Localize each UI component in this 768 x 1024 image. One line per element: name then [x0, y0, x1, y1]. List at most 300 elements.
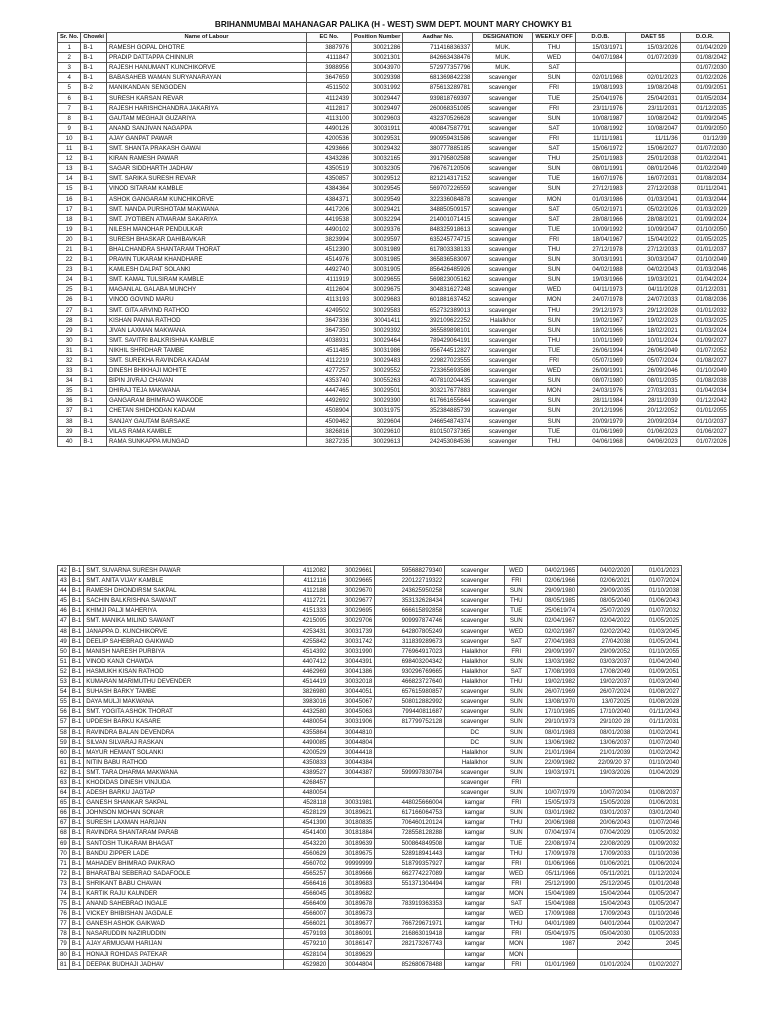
- table-row: [58, 426, 730, 436]
- cell-chowki: B-1: [69, 889, 83, 899]
- cell-dor: 01/03/2044: [680, 194, 729, 204]
- cell-labour-name: SMT. SUVARNA SURESH PAWAR: [84, 566, 284, 576]
- cell-position-number: 30045067: [329, 697, 375, 707]
- cell-date-55: 05/02/2026: [625, 204, 680, 214]
- cell-position-number: 30044804: [329, 959, 375, 969]
- cell-dor: 01/07/2024: [633, 576, 682, 586]
- cell-weekly-off: MON: [505, 889, 528, 899]
- cell-ec-no: 4514976: [307, 255, 352, 265]
- cell-designation: scavenger: [473, 204, 533, 214]
- cell-sr-no: 18: [58, 214, 81, 224]
- cell-labour-name: SMT. YOGITA ASHOK THORAT: [84, 707, 284, 717]
- table-row: [58, 386, 730, 396]
- table-row: [58, 848, 682, 858]
- cell-aadhar-no: 353132628434: [375, 596, 445, 606]
- table-row: [58, 929, 682, 939]
- cell-date-55: 01/06/2021: [578, 858, 633, 868]
- table-row: [58, 576, 682, 586]
- cell-ec-no: 4566045: [284, 889, 329, 899]
- cell-aadhar-no: 242453084536: [403, 436, 473, 446]
- cell-sr-no: 52: [58, 666, 70, 676]
- cell-dob: 10/08/1992: [575, 123, 625, 133]
- cell-labour-name: BHALCHANDRA SHANTARAM THORAT: [107, 244, 307, 254]
- cell-date-55: 26/06/2049: [625, 345, 680, 355]
- cell-ec-no: 4112604: [307, 285, 352, 295]
- cell-aadhar-no: 842663438476: [403, 53, 473, 63]
- cell-dor: 01/12/2031: [680, 285, 729, 295]
- cell-aadhar-no: 365836583097: [403, 255, 473, 265]
- cell-date-55: 29/12/2028: [625, 305, 680, 315]
- cell-aadhar-no: 635245774715: [403, 234, 473, 244]
- table-row: [58, 959, 682, 969]
- cell-chowki: B-1: [69, 626, 83, 636]
- cell-position-number: 30029610: [352, 426, 403, 436]
- cell-sr-no: 38: [58, 416, 81, 426]
- cell-weekly-off: SAT: [505, 666, 528, 676]
- cell-ec-no: 4384364: [307, 184, 352, 194]
- cell-labour-name: KHIMJI PALJI MAHERIYA: [84, 606, 284, 616]
- cell-position-number: 30045063: [329, 707, 375, 717]
- table-row: [58, 356, 730, 366]
- cell-aadhar-no: 380777885185: [403, 144, 473, 154]
- cell-sr-no: 21: [58, 244, 81, 254]
- cell-chowki: B-1: [81, 174, 107, 184]
- cell-dob: 01/03/1986: [575, 194, 625, 204]
- cell-date-55: 19/02/2037: [578, 677, 633, 687]
- table-row: [58, 818, 682, 828]
- cell-date-55: 20/09/2034: [625, 416, 680, 426]
- cell-ec-no: 4417206: [307, 204, 352, 214]
- cell-date-55: 10/01/2024: [625, 335, 680, 345]
- cell-aadhar-no: [375, 889, 445, 899]
- cell-dor: 01/08/2027: [680, 356, 729, 366]
- cell-aadhar-no: 601881637452: [403, 295, 473, 305]
- cell-designation: scavenger: [473, 325, 533, 335]
- cell-date-55: 26/07/2024: [578, 687, 633, 697]
- cell-weekly-off: THU: [505, 818, 528, 828]
- cell-aadhar-no: 448025666004: [375, 798, 445, 808]
- cell-dor: 01/09/2051: [680, 83, 729, 93]
- cell-aadhar-no: 617166064753: [375, 808, 445, 818]
- cell-weekly-off: SUN: [533, 265, 575, 275]
- cell-chowki: B-1: [81, 396, 107, 406]
- cell-labour-name: RAVINDRA BALAN DEVENDRA: [84, 727, 284, 737]
- cell-dob: 20/09/1979: [575, 416, 625, 426]
- cell-chowki: B-1: [81, 113, 107, 123]
- cell-aadhar-no: 572977357796: [403, 63, 473, 73]
- cell-weekly-off: SUN: [505, 757, 528, 767]
- cell-aadhar-no: 216863019418: [375, 929, 445, 939]
- cell-position-number: 30029597: [352, 234, 403, 244]
- cell-dob: 25/0619/74: [528, 606, 578, 616]
- cell-sr-no: 47: [58, 616, 70, 626]
- cell-sr-no: 64: [58, 788, 70, 798]
- cell-dor: 01/07/2046: [633, 818, 682, 828]
- cell-labour-name: GANGARAM BHIMRAO WAKODE: [107, 396, 307, 406]
- cell-sr-no: 22: [58, 255, 81, 265]
- cell-designation: Halalkhor: [445, 757, 505, 767]
- cell-dob: 10/07/1979: [528, 788, 578, 798]
- cell-aadhar-no: [375, 949, 445, 959]
- cell-chowki: B-1: [69, 798, 83, 808]
- cell-ec-no: 4579193: [284, 929, 329, 939]
- cell-position-number: 30044418: [329, 747, 375, 757]
- cell-aadhar-no: [375, 777, 445, 787]
- cell-position-number: 30031990: [329, 646, 375, 656]
- cell-sr-no: 11: [58, 144, 81, 154]
- cell-dob: 27/12/1978: [575, 244, 625, 254]
- cell-dob: 10/09/1992: [575, 224, 625, 234]
- cell-position-number: 30032294: [352, 214, 403, 224]
- cell-date-55: 02/04/2022: [578, 616, 633, 626]
- table-row: [58, 626, 682, 636]
- cell-aadhar-no: 304831627248: [403, 285, 473, 295]
- cell-labour-name: PRADIP DATTAPPA CHINNUR: [107, 53, 307, 63]
- cell-ec-no: 4528129: [284, 808, 329, 818]
- table-row: [58, 285, 730, 295]
- cell-sr-no: 70: [58, 848, 70, 858]
- cell-date-55: 08/01/2046: [625, 164, 680, 174]
- cell-date-55: 02/06/2021: [578, 576, 633, 586]
- cell-weekly-off: SAT: [533, 214, 575, 224]
- cell-aadhar-no: 657615980857: [375, 687, 445, 697]
- cell-date-55: 19/03/2021: [625, 275, 680, 285]
- cell-designation: kamgar: [445, 828, 505, 838]
- cell-dor: 01/08/2034: [680, 174, 729, 184]
- cell-ec-no: 4112721: [284, 596, 329, 606]
- cell-aadhar-no: 518799357927: [375, 858, 445, 868]
- cell-weekly-off: SUN: [533, 113, 575, 123]
- cell-designation: MUK.: [473, 43, 533, 53]
- cell-dor: 01/04/2024: [680, 275, 729, 285]
- cell-designation: scavenger: [473, 366, 533, 376]
- cell-weekly-off: SUN: [533, 73, 575, 83]
- cell-designation: kamgar: [445, 909, 505, 919]
- cell-weekly-off: THU: [533, 43, 575, 53]
- table-row: [58, 406, 730, 416]
- cell-dob: 10/08/1987: [575, 113, 625, 123]
- cell-sr-no: 7: [58, 103, 81, 113]
- cell-date-55: 20/12/2052: [625, 406, 680, 416]
- cell-chowki: B-1: [69, 717, 83, 727]
- cell-ec-no: 4480054: [284, 717, 329, 727]
- cell-weekly-off: SAT: [533, 123, 575, 133]
- table-row: [58, 436, 730, 446]
- cell-date-55: 27/12/2033: [625, 244, 680, 254]
- cell-weekly-off: TUE: [505, 838, 528, 848]
- cell-aadhar-no: [375, 788, 445, 798]
- cell-position-number: 30041411: [352, 315, 403, 325]
- header-dor: D.O.R.: [680, 33, 729, 43]
- cell-date-55: [578, 949, 633, 959]
- cell-ec-no: 4384371: [307, 194, 352, 204]
- cell-designation: scavenger: [445, 596, 505, 606]
- cell-dob: [528, 949, 578, 959]
- cell-labour-name: ANAND SAHEBRAO INGALE: [84, 899, 284, 909]
- cell-dob: 17/09/1978: [528, 848, 578, 858]
- cell-chowki: B-1: [69, 808, 83, 818]
- cell-position-number: 30029583: [352, 305, 403, 315]
- cell-sr-no: 19: [58, 224, 81, 234]
- cell-dob: 19/03/1971: [528, 767, 578, 777]
- cell-chowki: B-1: [69, 899, 83, 909]
- cell-designation: kamgar: [445, 939, 505, 949]
- cell-sr-no: 13: [58, 164, 81, 174]
- cell-designation: scavenger: [473, 345, 533, 355]
- cell-ec-no: 4528118: [284, 798, 329, 808]
- cell-labour-name: RAMESH GOPAL DHOTRE: [107, 43, 307, 53]
- cell-designation: kamgar: [445, 858, 505, 868]
- cell-dob: 26/07/1969: [528, 687, 578, 697]
- cell-position-number: 30031986: [352, 345, 403, 355]
- cell-position-number: 30029613: [352, 436, 403, 446]
- cell-dob: 27/04/1983: [528, 636, 578, 646]
- cell-ec-no: 4255842: [284, 636, 329, 646]
- cell-labour-name: AJAY ARMUGAM HARIJAN: [84, 939, 284, 949]
- cell-aadhar-no: 662774227089: [375, 868, 445, 878]
- cell-weekly-off: SAT: [533, 204, 575, 214]
- cell-date-55: 01/06/2023: [625, 426, 680, 436]
- cell-dor: 01/09/2045: [680, 113, 729, 123]
- cell-designation: scavenger: [473, 244, 533, 254]
- cell-sr-no: 32: [58, 356, 81, 366]
- cell-position-number: 30032018: [329, 677, 375, 687]
- cell-ec-no: 4389527: [284, 767, 329, 777]
- cell-date-55: 15/04/2043: [578, 899, 633, 909]
- cell-weekly-off: TUE: [533, 93, 575, 103]
- header-sr-no: Sr. No.: [58, 33, 81, 43]
- cell-labour-name: VILAS RAMA KAMBLE: [107, 426, 307, 436]
- cell-date-55: 01/01/2024: [578, 959, 633, 969]
- cell-position-number: 30041386: [329, 666, 375, 676]
- cell-position-number: 30029447: [352, 93, 403, 103]
- cell-weekly-off: FRI: [533, 356, 575, 366]
- cell-date-55: 29/09/2035: [578, 586, 633, 596]
- cell-chowki: B-1: [81, 244, 107, 254]
- cell-date-55: 22/08/2029: [578, 838, 633, 848]
- cell-ec-no: 3827235: [307, 436, 352, 446]
- header-row: [58, 33, 730, 43]
- cell-designation: MUK.: [473, 63, 533, 73]
- cell-ec-no: 4038931: [307, 335, 352, 345]
- cell-designation: scavenger: [445, 707, 505, 717]
- cell-labour-name: SMT. SHANTA PRAKASH GAWAI: [107, 144, 307, 154]
- cell-labour-name: MANIKANDAN SENGODEN: [107, 83, 307, 93]
- cell-position-number: 30189678: [329, 899, 375, 909]
- cell-weekly-off: SUN: [505, 616, 528, 626]
- cell-weekly-off: SAT: [533, 63, 575, 73]
- cell-dor: 01/10/2055: [633, 646, 682, 656]
- cell-sr-no: 36: [58, 396, 81, 406]
- cell-position-number: 30029675: [352, 285, 403, 295]
- cell-weekly-off: SUN: [505, 808, 528, 818]
- cell-chowki: B-1: [69, 586, 83, 596]
- cell-ec-no: 4492740: [307, 265, 352, 275]
- cell-aadhar-no: [375, 747, 445, 757]
- cell-sr-no: 46: [58, 606, 70, 616]
- cell-aadhar-no: 303217677883: [403, 386, 473, 396]
- cell-dob: 04/01/1989: [528, 919, 578, 929]
- cell-weekly-off: WED: [533, 53, 575, 63]
- cell-chowki: B-1: [81, 103, 107, 113]
- cell-designation: Halalkhor: [473, 315, 533, 325]
- cell-labour-name: DAYA MULJI MAKWANA: [84, 697, 284, 707]
- cell-sr-no: 74: [58, 889, 70, 899]
- cell-dob: 1987: [528, 939, 578, 949]
- cell-weekly-off: WED: [533, 366, 575, 376]
- cell-aadhar-no: 706460120124: [375, 818, 445, 828]
- cell-dor: 01/03/2024: [680, 325, 729, 335]
- cell-ec-no: 4111919: [307, 275, 352, 285]
- cell-dob: 02/04/1967: [528, 616, 578, 626]
- cell-dor: 01/10/2046: [633, 909, 682, 919]
- cell-designation: kamgar: [445, 838, 505, 848]
- cell-dor: 01/01/2037: [680, 244, 729, 254]
- cell-position-number: 30055263: [352, 376, 403, 386]
- cell-designation: kamgar: [445, 868, 505, 878]
- cell-designation: scavenger: [473, 83, 533, 93]
- cell-ec-no: 4112188: [284, 586, 329, 596]
- cell-sr-no: 56: [58, 707, 70, 717]
- cell-dor: 01/09/2024: [680, 214, 729, 224]
- cell-position-number: 30031906: [329, 717, 375, 727]
- cell-chowki: B-1: [81, 436, 107, 446]
- cell-position-number: 30029392: [352, 325, 403, 335]
- cell-sr-no: 20: [58, 234, 81, 244]
- cell-labour-name: ADESH BARKU JAGTAP: [84, 788, 284, 798]
- cell-dor: 01/11/2031: [633, 717, 682, 727]
- cell-designation: scavenger: [473, 103, 533, 113]
- cell-aadhar-no: 789429064191: [403, 335, 473, 345]
- table-row: [58, 275, 730, 285]
- cell-sr-no: 14: [58, 174, 81, 184]
- cell-ec-no: 4447465: [307, 386, 352, 396]
- cell-position-number: 30189629: [329, 949, 375, 959]
- cell-ec-no: 4541390: [284, 818, 329, 828]
- cell-weekly-off: TUE: [533, 224, 575, 234]
- cell-position-number: 30044391: [329, 656, 375, 666]
- cell-labour-name: NASARUDDIN NAZIRUDDIN: [84, 929, 284, 939]
- cell-weekly-off: SUN: [533, 406, 575, 416]
- cell-labour-name: KARTIK RAJU KAUNDER: [84, 889, 284, 899]
- cell-chowki: B-1: [69, 677, 83, 687]
- cell-aadhar-no: 821214317152: [403, 174, 473, 184]
- cell-dor: 01/07/2040: [633, 737, 682, 747]
- table-row: [58, 798, 682, 808]
- cell-sr-no: 75: [58, 899, 70, 909]
- cell-chowki: B-2: [81, 83, 107, 93]
- cell-dob: 24/03/1976: [575, 386, 625, 396]
- cell-aadhar-no: 400847587791: [403, 123, 473, 133]
- cell-ec-no: 4112219: [307, 356, 352, 366]
- cell-designation: scavenger: [473, 265, 533, 275]
- cell-weekly-off: THU: [533, 436, 575, 446]
- cell-sr-no: 23: [58, 265, 81, 275]
- cell-ec-no: 4253431: [284, 626, 329, 636]
- cell-sr-no: 39: [58, 426, 81, 436]
- cell-aadhar-no: 856426485926: [403, 265, 473, 275]
- cell-weekly-off: FRI: [533, 103, 575, 113]
- cell-date-55: 19/02/2023: [625, 315, 680, 325]
- table-row: [58, 43, 730, 53]
- cell-dob: 15/05/1973: [528, 798, 578, 808]
- cell-chowki: B-1: [69, 606, 83, 616]
- cell-dor: 01/10/2040: [633, 757, 682, 767]
- cell-weekly-off: WED: [505, 626, 528, 636]
- cell-ec-no: 4151333: [284, 606, 329, 616]
- cell-date-55: 29/09/2052: [578, 646, 633, 656]
- cell-position-number: 30031905: [352, 265, 403, 275]
- cell-ec-no: 4508904: [307, 406, 352, 416]
- cell-sr-no: 48: [58, 626, 70, 636]
- cell-chowki: B-1: [81, 255, 107, 265]
- cell-dob: 10/01/1969: [575, 335, 625, 345]
- cell-labour-name: ASHOK GANGARAM KUNCHIKORVE: [107, 194, 307, 204]
- cell-ec-no: 4480054: [284, 788, 329, 798]
- cell-position-number: 30031985: [352, 255, 403, 265]
- cell-weekly-off: THU: [505, 919, 528, 929]
- table-row: [58, 315, 730, 325]
- table-row: [58, 616, 682, 626]
- cell-labour-name: BANDU ZIPPER LADE: [84, 848, 284, 858]
- cell-labour-name: HONAJI ROHIDAS PATEKAR: [84, 949, 284, 959]
- cell-ec-no: 4529820: [284, 959, 329, 969]
- cell-dob: 13/08/1970: [528, 697, 578, 707]
- cell-designation: scavenger: [473, 194, 533, 204]
- cell-weekly-off: SUN: [533, 396, 575, 406]
- cell-weekly-off: SUN: [505, 687, 528, 697]
- cell-date-55: 13/072025: [578, 697, 633, 707]
- cell-sr-no: 25: [58, 285, 81, 295]
- cell-date-55: 10/08/2042: [625, 113, 680, 123]
- cell-labour-name: KHODIDAS DINESH VINJUDA: [84, 777, 284, 787]
- cell-dob: 17/10/1985: [528, 707, 578, 717]
- cell-sr-no: 65: [58, 798, 70, 808]
- cell-designation: scavenger: [445, 697, 505, 707]
- table-row: [58, 63, 730, 73]
- cell-labour-name: JIVAN LAXMAN MAKWANA: [107, 325, 307, 335]
- cell-position-number: 30029670: [329, 586, 375, 596]
- cell-position-number: 30029683: [352, 295, 403, 305]
- cell-weekly-off: SUN: [505, 747, 528, 757]
- cell-dor: 01/06/2031: [633, 798, 682, 808]
- cell-designation: scavenger: [445, 767, 505, 777]
- cell-ec-no: 4512390: [307, 244, 352, 254]
- cell-sr-no: 51: [58, 656, 70, 666]
- cell-sr-no: 24: [58, 275, 81, 285]
- cell-designation: scavenger: [473, 123, 533, 133]
- cell-date-55: 17/09/2033: [578, 848, 633, 858]
- cell-position-number: 30189666: [329, 868, 375, 878]
- cell-date-55: 05/07/2024: [625, 356, 680, 366]
- cell-designation: DC: [445, 727, 505, 737]
- table-row: [58, 366, 730, 376]
- cell-chowki: B-1: [81, 356, 107, 366]
- cell-date-55: 27/03/2031: [625, 386, 680, 396]
- cell-position-number: 30031911: [352, 123, 403, 133]
- cell-dor: 01/08/2036: [680, 295, 729, 305]
- cell-position-number: 30029512: [352, 174, 403, 184]
- cell-dob: 29/09/1997: [528, 646, 578, 656]
- cell-ec-no: 4509462: [307, 416, 352, 426]
- cell-dor: 01/08/2028: [633, 697, 682, 707]
- cell-ec-no: 3647659: [307, 73, 352, 83]
- cell-sr-no: 1: [58, 43, 81, 53]
- cell-sr-no: 68: [58, 828, 70, 838]
- cell-chowki: B-1: [69, 868, 83, 878]
- cell-labour-name: AJAY GANPAT PAWAR: [107, 133, 307, 143]
- cell-labour-name: SMT. JYOTIBEN ATMARAM SAKARIYA: [107, 214, 307, 224]
